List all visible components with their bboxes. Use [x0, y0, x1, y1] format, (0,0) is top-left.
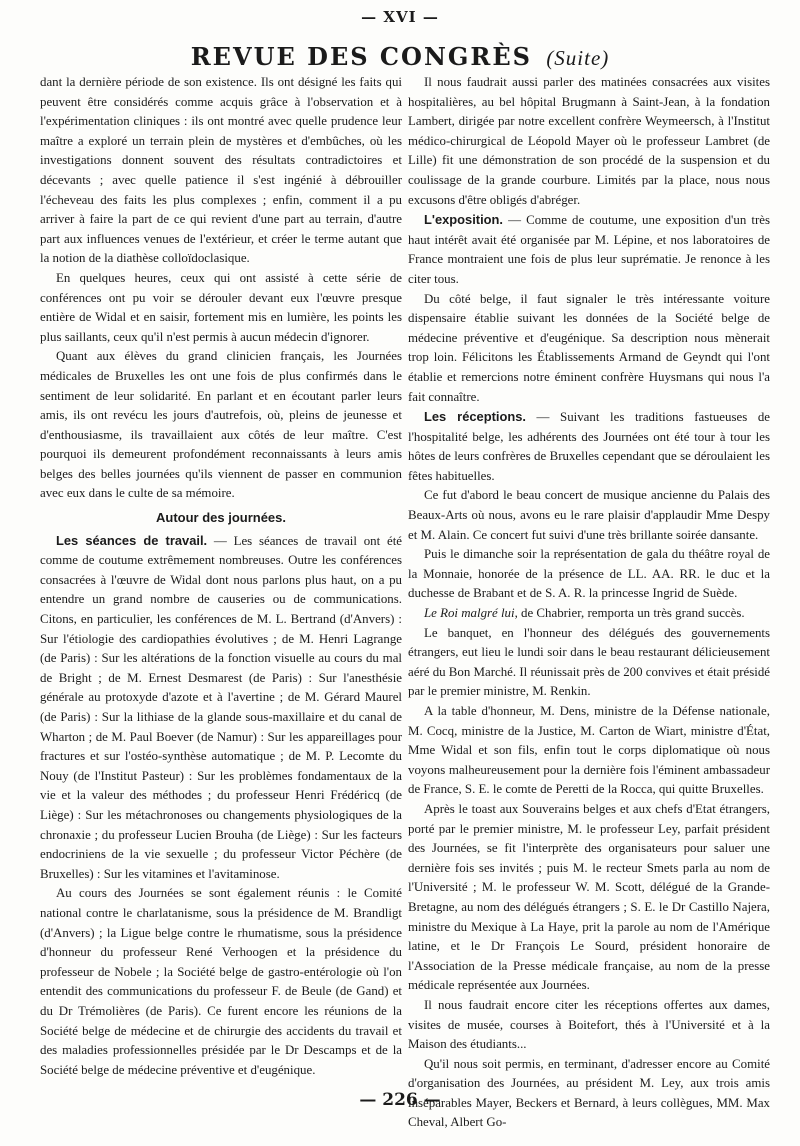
right-column	[408, 73, 770, 1133]
right-paragraph-11: Il nous faudrait encore citer les réceptions offertes aux dames, visites de musée, courses à Boitefort, thés à l'Université et à la Maison des étudiants...	[408, 997, 770, 1052]
right-paragraph-4	[408, 407, 770, 486]
receptions-text: — Suivant les traditions fastueuses de l'hospitalité belge, les adhérents des Journées ont été tour à tour les hôtes de leurs confrères de Bruxelles cependant que se déroulaient les fêtes habituelles.	[408, 410, 770, 483]
section-title: Autour des journées.	[155, 510, 287, 526]
exposition-text: — Comme de coutume, une exposition d'un très haut intérêt avait été organisée par M. Lépine, et nos laboratoires de France montraient une fois de plus leur suprématie. Je renonce à les citer tous.	[408, 213, 770, 286]
right-paragraph-10: Après le toast aux Souverains belges et aux chefs d'Etat étrangers, porté par le premier ministre, M. le professeur Ley, parfait président des Journées, se fit l'interprète des organisateurs pour saluer une dernière fois ses invités ; puis M. le recteur Smets parla au nom de l'Université ; M. le professeur W. M. Scott, délégué de la Grande-Bretagne, au nom des délégués étrangers ; S. E. le Dr Castillo Najera, ministre du Mexique à La Haye, prit la parole au nom de l'Amérique latine, et le Dr François Le Sourd, président honoraire de l'Association de la Presse médicale française, au nom de la presse médicale représentée aux Journées.	[408, 801, 770, 993]
right-paragraph-1: Il nous faudrait aussi parler des matinées consacrées aux visites hospitalières, au bel hôpital Brugmann à Saint-Jean, à la fondation Lambert, dirigée par notre excellent confrère Weymeersch, à l'Institut médico-chirurgical de Léopold Mayer où le professeur Lambret (de Lille) fit une démonstration de son procédé de la suspension et du coulissage de la grande courbure. Limités par la place, nous nous excusons d'être obligés d'abréger.	[408, 75, 770, 207]
right-paragraph-3: Du côté belge, il faut signaler le très intéressante voiture dispensaire établie suivant les données de la Société belge de médecine préventive et d'eugénique. Sa description nous mènerait trop loin. Félicitons les Établissements Armand de Geyndt qui l'ont établie et remercions notre éminent confrère Huysmans qui nous l'a fait connaître.	[408, 291, 770, 404]
page-number-top: — XVI —	[361, 8, 439, 26]
right-paragraph-6: Puis le dimanche soir la représentation de gala du théâtre royal de la Monnaie, honorée de la présence de LL. AA. RR. le duc et la duchesse de Brabant et de S. A. R. la princesse Ingrid de Suède.	[408, 547, 770, 601]
seances-text: — Les séances de travail ont été comme de coutume extrêmement nombreuses. Outre les conférences consacrées à l'œuvre de Widal dont nous parlons plus haut, on a pu entendre un grand nombre de causeries ou de communications. Citons, en particulier, les conférences de M. L. Bertrand (d'Anvers) : Sur l'étiologie des cardiopathies évolutives ; de M. Henri Lagrange (de Paris) : Sur les altérations de la fonction visuelle au cours du mal de Bright ; de M. Ernest Desmarest (de Paris) : Sur l'anesthésie générale au protoxyde d'azote et à l'avertine ; de M. Gérard Maurel (de Paris) : Sur la lithiase de la glande sous-maxillaire et du canal de Wharton ; de M. Paul Boever (de Namur) : Sur les appareillages pour fractures et sur l'ostéo-synthèse automatique ; de M. P. Lecomte du Nouy (de l'Institut Pasteur) : Sur les problèmes fondamentaux de la vie et la valeur des méthodes ; du professeur Henri Frédéricq (de Liège) : Sur les métachronoses ou changements physiologiques de la chronaxie ; du professeur Lucien Brouha (de Liège) : Sur les facteurs endocriniens de la vie sexuelle ; du professeur Victor Péchère (de Bruxelles) : Sur les vitamines et l'avitaminose.	[40, 533, 403, 881]
receptions-heading: Les réceptions.	[424, 409, 526, 425]
left-paragraph-3: Quant aux élèves du grand clinicien français, les Journées médicales de Bruxelles les ont une fois de plus confirmés dans le sentiment de leur solidarité. En parlant et en écoutant parler leurs amis, ils ont revécu les jours d'autrefois, où, pleins de jeunesse et d'enthousiasme, ils travaillaient aux côtés de leur maître. C'est pourquoi ils demeurent profondément reconnaissants à leurs amis belges des belles journées qu'ils viennent de passer en communion avec eux dans le culte de sa mémoire.	[40, 349, 402, 501]
right-paragraph-9: A la table d'honneur, M. Dens, ministre de la Défense nationale, M. Cocq, ministre de la Justice, M. Carton de Wiart, ministre d'État, Mme Widal et son fils, enfin tout le corps diplomatique où nous voyons malheureusement pour la dernière fois l'éminent ambassadeur de France, S. E. le comte de Peretti de la Rocca, qui quitte Bruxelles.	[408, 704, 770, 797]
right-paragraph-12: Qu'il nous soit permis, en terminant, d'adresser encore au Comité d'organisation des Journées, au président M. Ley, aux trois amis inséparables Mayer, Beckers et Bernard, à leurs collègues, MM. Max Cheval, Albert Go-	[408, 1056, 770, 1130]
page-number-bottom: — 226 —	[359, 1090, 441, 1110]
header-title: REVUE DES CONGRÈS	[190, 42, 532, 71]
exposition-heading: L'exposition.	[424, 212, 503, 228]
header-suite: (Suite)	[546, 46, 610, 70]
left-paragraph-5: Au cours des Journées se sont également réunis : le Comité national contre le charlatanisme, sous la présidence de M. Brandligt (d'Anvers) ; la Ligue belge contre le rhumatisme, sous la présidence d'honneur du professeur René Verhoogen et la présidence du professeur de Nobele ; la Société belge de gastro-entérologie où l'on entendit des communications du professeur F. de Beule (de Gand) et du Dr Trémolières (de Paris). Ce furent encore les réunions de la Société belge de médecine et de chirurgie des accidents du travail et des maladies professionnelles présidée par le Dr Descamps et de la Société belge de médecine préventive et d'eugénique.	[40, 886, 402, 1077]
opera-text: , de Chabrier, remporta un très grand succès.	[514, 606, 745, 621]
seances-heading: Les séances de travail.	[56, 532, 208, 548]
left-column	[40, 73, 402, 1080]
opera-title: Le Roi malgré lui	[424, 606, 515, 621]
left-paragraph-2: En quelques heures, ceux qui ont assisté à cette série de conférences ont pu voir se dérouler devant eux l'œuvre presque entière de Widal et en saisir, fortement mis en lumière, les points les plus saillants, ceux qu'il n'est permis à aucun médecin d'ignorer.	[40, 270, 402, 344]
left-paragraph-1: dant la dernière période de son existence. Ils ont désigné les faits qui peuvent être considérés comme acquis grâce à l'observation et à l'expérimentation cliniques : ils ont montré avec quelle prudence leur maître a exploré un terrain plein de mystères et d'embûches, où les investigations donnent souvent des résultats contradictoires et décevants ; avec quelle patience il s'est ingénié à débrouiller l'écheveau des faits les plus complexes ; enfin, comment il a pu arriver à faire la part de ce qui revient d'une part au terrain, d'autre part aux influences venues de l'extérieur, et créer le terme autant que la notion de la diathèse colloïdoclasique.	[40, 75, 402, 266]
right-paragraph-8: Le banquet, en l'honneur des délégués des gouvernements étrangers, eut lieu le lundi soir dans le beau restaurant délicieusement aéré du Bon Marché. Il réunissait près de 200 convives et était présidé par le premier ministre, M. Renkin.	[408, 625, 770, 699]
page-header	[0, 42, 800, 71]
right-paragraph-2	[408, 210, 770, 289]
right-paragraph-5: Ce fut d'abord le beau concert de musique ancienne du Palais des Beaux-Arts où nous, avons eu le rare plaisir d'applaudir Mme Despy et M. Alain. Ce concert fut suivi d'une très brillante soirée dansante.	[408, 488, 770, 542]
right-paragraph-7	[408, 604, 770, 624]
left-paragraph-4	[40, 531, 402, 885]
